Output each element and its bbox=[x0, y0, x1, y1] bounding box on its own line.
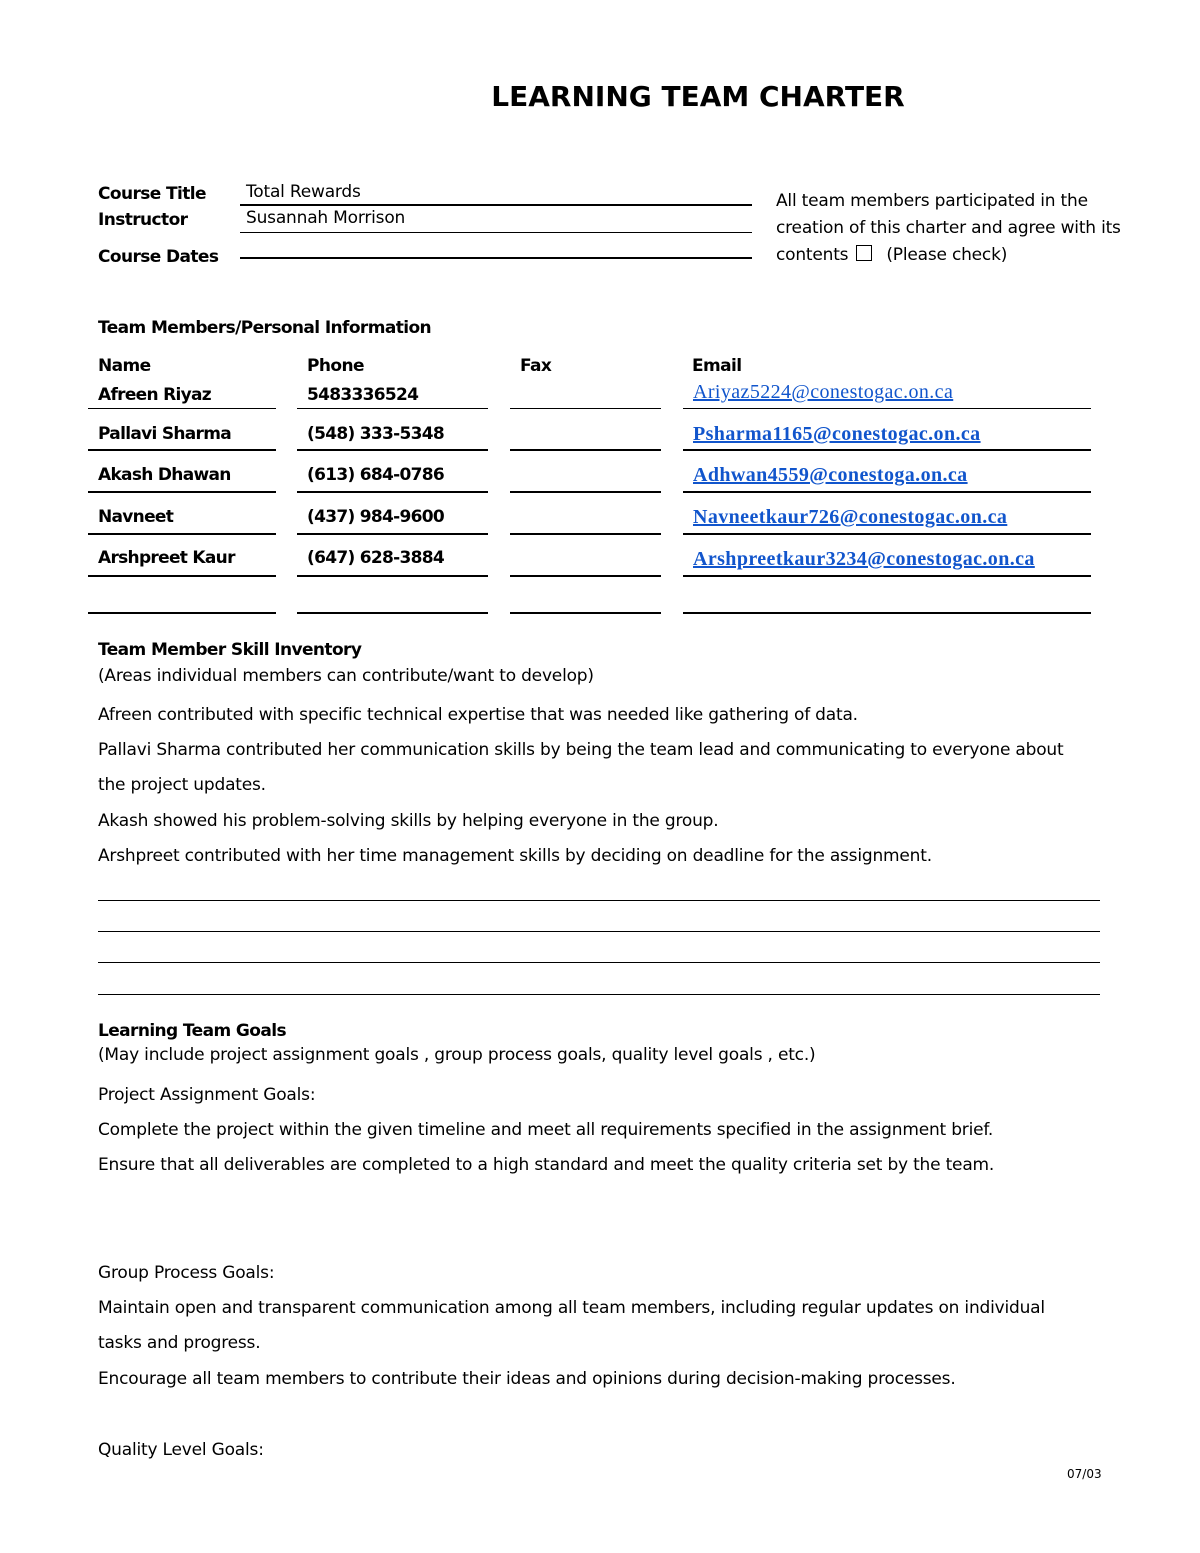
member-email-link[interactable]: Adhwan4559@conestoga.on.ca bbox=[693, 464, 968, 486]
empty-row-line[interactable] bbox=[510, 612, 661, 614]
row-line bbox=[88, 575, 276, 577]
row-line bbox=[297, 533, 488, 535]
group-goals-label: Group Process Goals: bbox=[98, 1263, 275, 1283]
row-line bbox=[510, 533, 661, 535]
footer-code: 07/03 bbox=[1067, 1467, 1102, 1481]
goals-subheading: (May include project assignment goals , group process goals, quality level goals , etc.) bbox=[98, 1045, 816, 1065]
quality-goals-label: Quality Level Goals: bbox=[98, 1440, 264, 1460]
agreement-note bbox=[776, 188, 1126, 269]
member-phone: (437) 984-9600 bbox=[307, 507, 444, 527]
member-name: Navneet bbox=[98, 507, 174, 527]
row-line bbox=[683, 408, 1091, 409]
row-line bbox=[683, 491, 1091, 493]
skills-subheading: (Areas individual members can contribute/want to develop) bbox=[98, 666, 594, 686]
member-email-link[interactable]: Navneetkaur726@conestogac.on.ca bbox=[693, 506, 1008, 528]
course-dates-line bbox=[240, 257, 752, 259]
row-line bbox=[88, 533, 276, 535]
course-title-field[interactable]: Total Rewards bbox=[246, 182, 361, 202]
member-phone: (647) 628-3884 bbox=[307, 548, 444, 568]
row-line bbox=[297, 449, 488, 451]
course-title-line bbox=[240, 204, 752, 206]
group-goal-line: Encourage all team members to contribute their ideas and opinions during decision-making processes. bbox=[98, 1369, 956, 1389]
empty-row-line[interactable] bbox=[683, 612, 1091, 614]
member-name: Arshpreet Kaur bbox=[98, 548, 235, 568]
column-header-phone: Phone bbox=[307, 356, 364, 376]
row-line bbox=[683, 533, 1091, 535]
column-header-email: Email bbox=[692, 356, 742, 376]
blank-line[interactable] bbox=[98, 931, 1100, 932]
row-line bbox=[510, 449, 661, 451]
member-name: Akash Dhawan bbox=[98, 465, 231, 485]
member-email-link[interactable]: Arshpreetkaur3234@conestogac.on.ca bbox=[693, 548, 1035, 570]
agreement-checkbox[interactable] bbox=[856, 245, 872, 261]
empty-row-line[interactable] bbox=[88, 612, 276, 614]
row-line bbox=[510, 408, 661, 409]
goals-heading: Learning Team Goals bbox=[98, 1021, 286, 1041]
blank-line[interactable] bbox=[98, 900, 1100, 901]
blank-line[interactable] bbox=[98, 994, 1100, 995]
column-header-fax: Fax bbox=[520, 356, 552, 376]
team-heading: Team Members/Personal Information bbox=[98, 318, 432, 338]
skills-line: Akash showed his problem-solving skills by helping everyone in the group. bbox=[98, 811, 719, 831]
row-line bbox=[88, 408, 276, 409]
member-name: Afreen Riyaz bbox=[98, 385, 211, 405]
member-phone: (613) 684-0786 bbox=[307, 465, 444, 485]
row-line bbox=[297, 408, 488, 409]
group-goal-line: tasks and progress. bbox=[98, 1333, 261, 1353]
member-phone: 5483336524 bbox=[307, 385, 419, 405]
skills-line: the project updates. bbox=[98, 775, 266, 795]
row-line bbox=[510, 491, 661, 493]
member-name: Pallavi Sharma bbox=[98, 424, 232, 444]
course-title-label: Course Title bbox=[98, 184, 206, 204]
skills-line: Pallavi Sharma contributed her communication skills by being the team lead and communicating to everyone about bbox=[98, 740, 1064, 760]
project-goal-line: Complete the project within the given timeline and meet all requirements specified in the assignment brief. bbox=[98, 1120, 994, 1140]
row-line bbox=[297, 491, 488, 493]
row-line bbox=[88, 449, 276, 451]
agreement-text: All team members participated in the creation of this charter and agree with its contents bbox=[776, 191, 1121, 265]
row-line bbox=[510, 575, 661, 577]
page-title: LEARNING TEAM CHARTER bbox=[491, 80, 905, 113]
instructor-field[interactable]: Susannah Morrison bbox=[246, 208, 406, 228]
project-goals-label: Project Assignment Goals: bbox=[98, 1085, 316, 1105]
course-dates-label: Course Dates bbox=[98, 247, 219, 267]
instructor-line bbox=[240, 232, 752, 233]
skills-heading: Team Member Skill Inventory bbox=[98, 640, 362, 660]
member-phone: (548) 333-5348 bbox=[307, 424, 444, 444]
instructor-label: Instructor bbox=[98, 210, 188, 230]
skills-line: Afreen contributed with specific technical expertise that was needed like gathering of data. bbox=[98, 705, 858, 725]
member-email-link[interactable]: Psharma1165@conestogac.on.ca bbox=[693, 423, 981, 445]
skills-line: Arshpreet contributed with her time management skills by deciding on deadline for the assignment. bbox=[98, 846, 932, 866]
row-line bbox=[297, 575, 488, 577]
row-line bbox=[683, 449, 1091, 451]
row-line bbox=[683, 575, 1091, 577]
column-header-name: Name bbox=[98, 356, 151, 376]
member-email-link[interactable]: Ariyaz5224@conestogac.on.ca bbox=[693, 381, 954, 403]
row-line bbox=[88, 491, 276, 493]
blank-line[interactable] bbox=[98, 962, 1100, 963]
group-goal-line: Maintain open and transparent communication among all team members, including regular updates on individual bbox=[98, 1298, 1045, 1318]
agreement-hint: (Please check) bbox=[886, 245, 1008, 265]
empty-row-line[interactable] bbox=[297, 612, 488, 614]
project-goal-line: Ensure that all deliverables are completed to a high standard and meet the quality criteria set by the team. bbox=[98, 1155, 995, 1175]
